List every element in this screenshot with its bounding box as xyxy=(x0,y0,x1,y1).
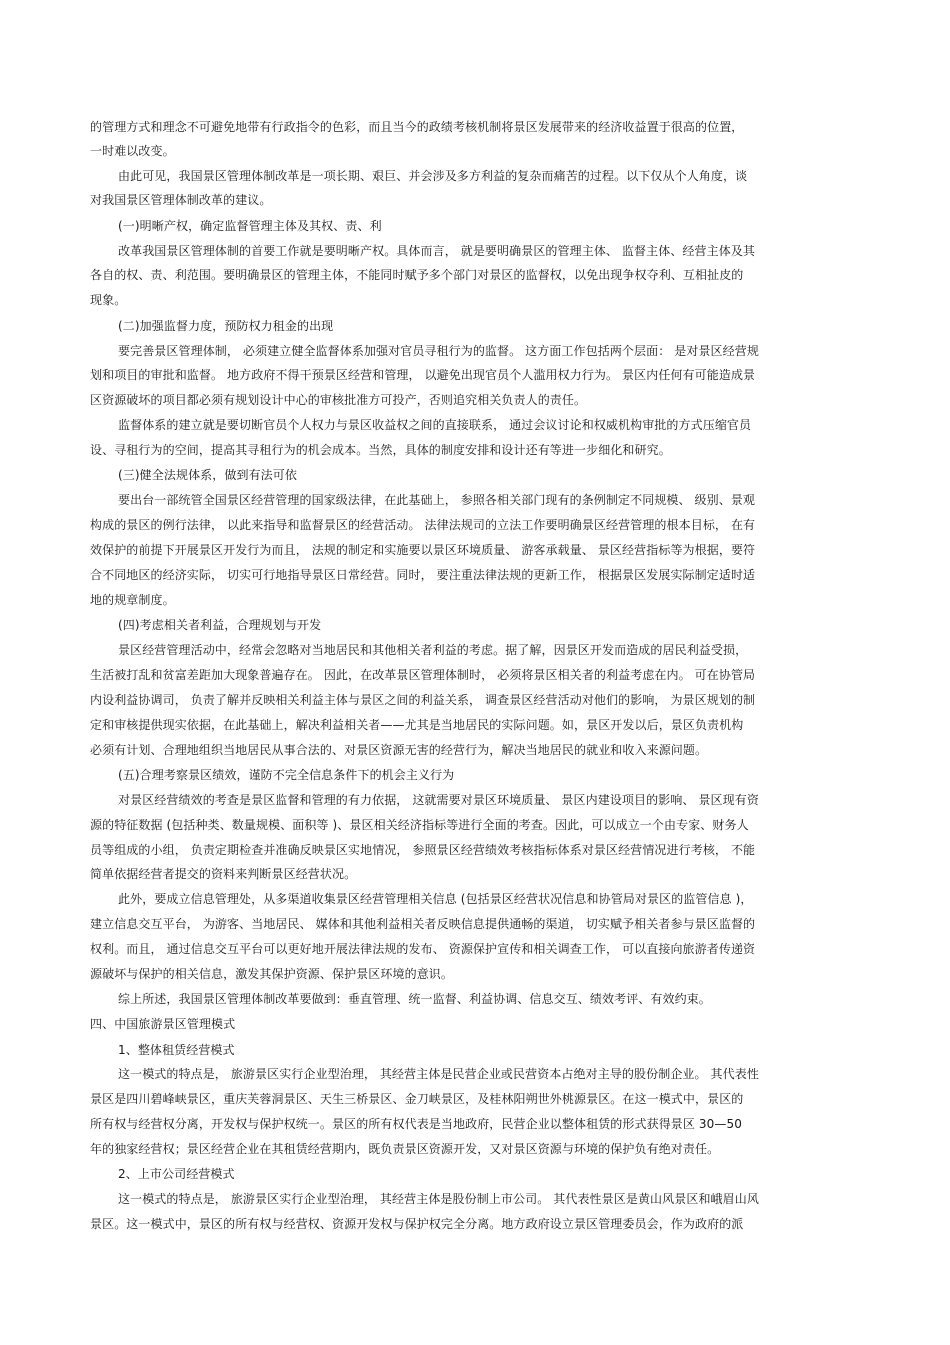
text-line: 要出台一部统管全国景区经营管理的国家级法律，在此基础上， 参照各相关部门现有的条例制定不同规模、 级别、景观 xyxy=(118,493,756,507)
text-line: 划和项目的审批和监督。 地方政府不得干预景区经营和管理， 以避免出现官员个人滥用权力行为。 景区内任何有可能造成景 xyxy=(90,368,756,382)
section-heading: (五)合理考察景区绩效，谨防不完全信息条件下的机会主义行为 xyxy=(118,768,455,782)
text-line: 生活被打乱和贫富差距加大现象普遍存在。 因此，在改革景区管理体制时， 必须将景区相关者的利益考虑在内。 可在协管局 xyxy=(90,668,756,682)
text-line: 这一模式的特点是， 旅游景区实行企业型治理， 其经营主体是民营企业或民营资本占绝对主导的股份制企业。 其代表性 xyxy=(118,1067,759,1081)
text-line: 建立信息交互平台， 为游客、当地居民、 媒体和其他利益相关者反映信息提供通畅的渠道， 切实赋予相关者参与景区监督的 xyxy=(90,917,756,931)
text-line: 合不同地区的经济实际， 切实可行地指导景区日常经营。同时， 要注重法律法规的更新工作， 根据景区发展实际制定适时适 xyxy=(90,568,756,582)
section-heading: (三)健全法规体系，做到有法可依 xyxy=(118,468,297,482)
text-line: 现象。 xyxy=(90,293,127,307)
text-line: 对我国景区管理体制改革的建议。 xyxy=(90,193,272,207)
text-line: 对景区经营绩效的考查是景区监督和管理的有力依据， 这就需要对景区环境质量、 景区内建设项目的影响、 景区现有资 xyxy=(118,793,759,807)
section-heading: (一)明晰产权，确定监督管理主体及其权、责、利 xyxy=(118,219,382,233)
text-line: 景区经营管理活动中，经常会忽略对当地居民和其他相关者利益的考虑。据了解，因景区开发而造成的居民利益受损， xyxy=(118,643,748,657)
text-line: 权利。而且， 通过信息交互平台可以更好地开展法律法规的发布、 资源保护宣传和相关调查工作， 可以直接向旅游者传递资 xyxy=(90,942,756,956)
text-line: 源破坏与保护的相关信息，激发其保护资源、保护景区环境的意识。 xyxy=(90,967,454,981)
subsection-heading: 1、整体租赁经营模式 xyxy=(118,1043,235,1057)
text-line: 地的规章制度。 xyxy=(90,593,175,607)
text-line: 的管理方式和理念不可避免地带有行政指令的色彩，而且当今的政绩考核机制将景区发展带来的经济收益置于很高的位置， xyxy=(90,120,744,134)
text-line: 综上所述，我国景区管理体制改革要做到：垂直管理、统一监督、利益协调、信息交互、绩效考评、有效约束。 xyxy=(118,992,711,1006)
text-line: 必须有计划、合理地组织当地居民从事合法的、对景区资源无害的经营行为，解决当地居民的就业和收入来源问题。 xyxy=(90,743,708,757)
text-line: 员等组成的小组， 负责定期检查并准确反映景区实地情况， 参照景区经营绩效考核指标体系对景区经营情况进行考核， 不能 xyxy=(90,843,756,857)
text-line: 源的特征数据 (包括种类、数量规模、面积等 )、景区相关经济指标等进行全面的考查。因此，可以成立一个由专家、财务人 xyxy=(90,818,749,832)
text-line: 所有权与经营权分离，开发权与保护权统一。景区的所有权代表是当地政府，民营企业以整体租赁的形式获得景区 30—50 xyxy=(90,1117,742,1131)
text-line: 由此可见，我国景区管理体制改革是一项长期、艰巨、并会涉及多方利益的复杂而痛苦的过程。以下仅从个人角度，谈 xyxy=(118,169,748,183)
text-line: 一时难以改变。 xyxy=(90,144,175,158)
text-line: 要完善景区管理体制， 必须建立健全监督体系加强对官员寻租行为的监督。 这方面工作包括两个层面： 是对景区经营规 xyxy=(118,344,759,358)
text-line: 景区。这一模式中，景区的所有权与经营权、资源开发权与保护权完全分离。地方政府设立景区管理委员会，作为政府的派 xyxy=(90,1217,744,1231)
section-heading: (四)考虑相关者利益，合理规划与开发 xyxy=(118,618,322,632)
text-line: 景区是四川碧峰峡景区，重庆芙蓉洞景区、天生三桥景区、金刀峡景区，及桂林阳朔世外桃源景区。在这一模式中，景区的 xyxy=(90,1092,744,1106)
text-line: 定和审核提供现实依据，在此基础上，解决利益相关者——尤其是当地居民的实际问题。如，景区开发以后，景区负责机构 xyxy=(90,718,744,732)
text-line: 构成的景区的例行法律， 以此来指导和监督景区的经营活动。 法律法规司的立法工作要明确景区经营管理的根本目标， 在有 xyxy=(90,518,756,532)
text-line: 区资源破坏的项目都必须有规划设计中心的审核批准方可投产，否则追究相关负责人的责任。 xyxy=(90,393,587,407)
text-line: 年的独家经营权；景区经营企业在其租赁经营期内，既负责景区资源开发，又对景区资源与环境的保护负有绝对责任。 xyxy=(90,1142,720,1156)
text-line: 效保护的前提下开展景区开发行为而且， 法规的制定和实施要以景区环境质量、 游客承载量、 景区经营指标等为根据，要符 xyxy=(90,543,756,557)
text-line: 此外，要成立信息管理处，从多渠道收集景区经营管理相关信息 (包括景区经营状况信息和协管局对景区的监管信息 )， xyxy=(118,892,753,906)
chapter-heading: 四、中国旅游景区管理模式 xyxy=(90,1017,236,1031)
section-heading: (二)加强监督力度，预防权力租金的出现 xyxy=(118,319,334,333)
text-line: 各自的权、责、利范围。要明确景区的管理主体，不能同时赋予多个部门对景区的监督权，以免出现争权夺利、互相扯皮的 xyxy=(90,268,744,282)
text-line: 简单依据经营者提交的资料来判断景区经营状况。 xyxy=(90,867,357,881)
text-line: 改革我国景区管理体制的首要工作就是要明晰产权。具体而言， 就是要明确景区的管理主体、 监督主体、经营主体及其 xyxy=(118,244,756,258)
subsection-heading: 2、上市公司经营模式 xyxy=(118,1167,235,1181)
text-line: 这一模式的特点是， 旅游景区实行企业型治理， 其经营主体是股份制上市公司。 其代表性景区是黄山风景区和峨眉山风 xyxy=(118,1192,759,1206)
text-line: 内设利益协调司， 负责了解并反映相关利益主体与景区之间的利益关系， 调查景区经营活动对他们的影响， 为景区规划的制 xyxy=(90,693,756,707)
text-line: 设、寻租行为的空间，提高其寻租行为的机会成本。当然，具体的制度安排和设计还有等进一步细化和研究。 xyxy=(90,443,671,457)
text-line: 监督体系的建立就是要切断官员个人权力与景区收益权之间的直接联系， 通过会议讨论和权威机构审批的方式压缩官员 xyxy=(118,418,752,432)
